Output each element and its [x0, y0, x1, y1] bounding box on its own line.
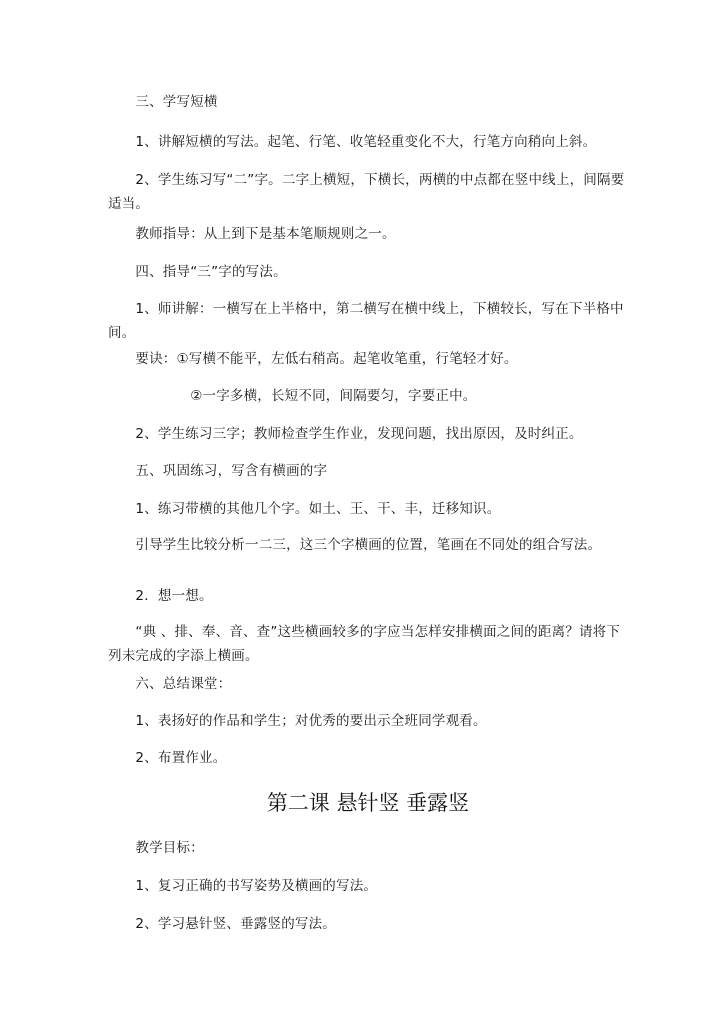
paragraph-heading-4: 四、指导“三”字的写法。: [108, 264, 287, 280]
paragraph-heading-6: 六、总结课堂：: [108, 676, 232, 692]
paragraph-teacher-guide: 教师指导：从上到下是基本笔顺规则之一。: [108, 226, 396, 242]
paragraph-compare: 引导学生比较分析一二三，这三个字横画的位置，笔画在不同处的组合写法。: [108, 537, 602, 553]
paragraph-objective-2: 2、学习悬针竖、垂露竖的写法。: [108, 916, 336, 932]
paragraph-explain: 1、师讲解：一横写在上半格中，第二横写在横中线上，下横较长，写在下半格中间。: [108, 301, 624, 341]
paragraph-question: “典 、排、奉、音、查”这些横画较多的字应当怎样安排横面之间的距离？请将下列未完成的字添上横画。: [108, 624, 621, 664]
paragraph-tips-2: ②一字多横，长短不同，间隔要匀，字要正中。: [108, 388, 477, 404]
paragraph-think: 2．想一想。: [108, 588, 213, 604]
paragraph-heading-5: 五、巩固练习，写含有横画的字: [108, 463, 328, 479]
paragraph-practice-san: 2、学生练习三字；教师检查学生作业，发现问题，找出原因，及时纠正。: [108, 426, 583, 442]
lesson-title: 第二课 悬针竖 垂露竖: [266, 791, 470, 815]
paragraph-objectives: 教学目标：: [108, 840, 204, 856]
paragraph-objective-1: 1、复习正确的书写姿势及横画的写法。: [108, 878, 378, 894]
paragraph-tips-1: 要诀：①写横不能平，左低右稍高。起笔收笔重，行笔轻才好。: [108, 351, 518, 367]
paragraph-praise: 1、表扬好的作品和学生；对优秀的要出示全班同学观看。: [108, 713, 487, 729]
paragraph-homework: 2、布置作业。: [108, 750, 227, 766]
paragraph-practice-er: 2、学生练习写“二”字。二字上横短，下横长，两横的中点都在竖中线上，间隔要适当。: [108, 172, 625, 212]
paragraph-heading-3: 三、学写短横: [108, 94, 218, 110]
paragraph-short-stroke: 1、讲解短横的写法。起笔、行笔、收笔轻重变化不大，行笔方向稍向上斜。: [108, 134, 597, 150]
paragraph-practice-more: 1、练习带横的其他几个字。如土、王、干、丰，迁移知识。: [108, 501, 501, 517]
